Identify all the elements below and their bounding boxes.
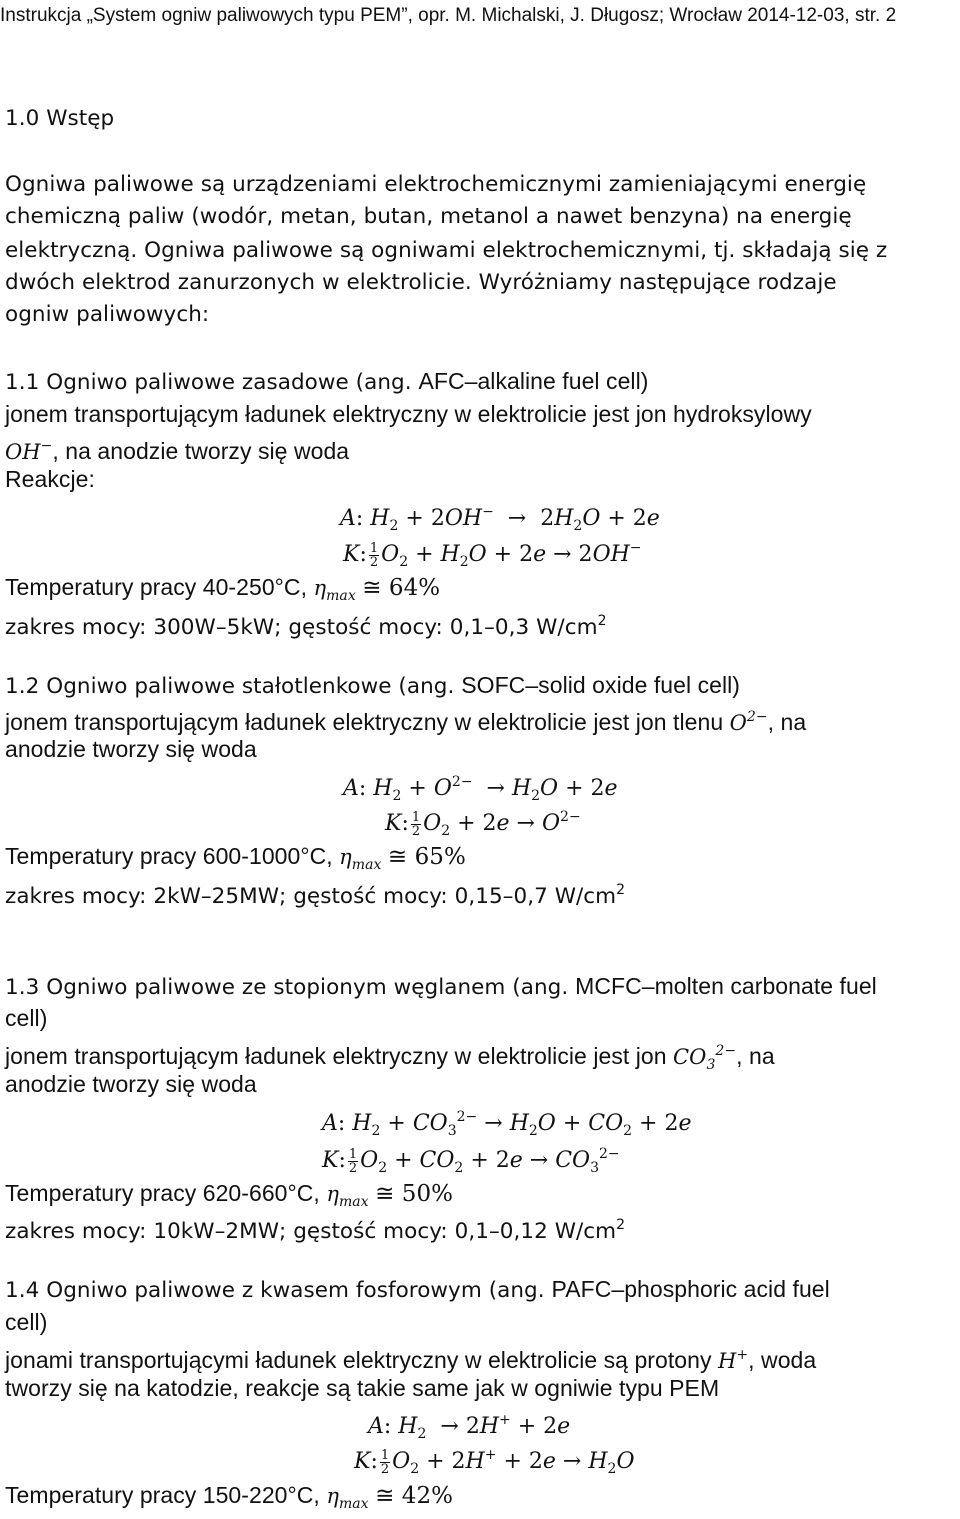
pafc-desc-tail: , woda: [748, 1347, 817, 1373]
page-header: Instrukcja „System ogniw paliwowych typu PEM”, opr. M. Michalski, J. Długosz; Wrocław 2014-12-03, str. 2: [0, 5, 897, 26]
eta-symbol: $\eta_{max}$: [313, 576, 356, 604]
pafc-heading-a: 1.4 Ogniwo paliwowe z kwasem fosforowym (ang.: [5, 1278, 545, 1303]
section-title: 1.0 Wstęp: [5, 106, 115, 131]
afc-desc-tail: , na anodzie tworzy się woda: [52, 438, 350, 464]
mcfc-heading-b: MCFC–molten carbonate fuel: [575, 973, 877, 999]
pafc-desc-line: tworzy się na katodzie, reakcje są takie same jak w ogniwie typu PEM: [5, 1375, 720, 1401]
afc-desc-line: jonem transportującym ładunek elektryczny w elektrolicie jest jon hydroksylowy: [5, 401, 812, 427]
eta-symbol: $\eta_{max}$: [326, 1182, 369, 1210]
hydroxide-formula: OH−: [5, 438, 53, 464]
mcfc-desc-line: anodzie tworzy się woda: [5, 1071, 257, 1097]
afc-heading-b: AFC–alkaline fuel cell): [418, 368, 649, 394]
mcfc-heading-a: 1.3 Ogniwo paliwowe ze stopionym węglanem (ang.: [5, 975, 569, 1000]
pafc-cathode-equation: K: $\frac{1}{2}$ $O_2 + 2H^+ + 2e \to H_2O$: [354, 1447, 635, 1477]
sofc-power-text: zakres mocy: 2kW–25MW; gęstość mocy: 0,15–0,7 W/cm: [5, 884, 617, 909]
carbonate-formula: $CO_3^{2-}$: [673, 1043, 737, 1073]
intro-line: elektryczną. Ogniwa paliwowe są ogniwami elektrochemicznymi, tj. składają się z: [5, 238, 888, 263]
mcfc-desc-text: jonem transportującym ładunek elektryczny w elektrolicie jest jon: [5, 1043, 667, 1069]
afc-reactions-label: Reakcje:: [5, 466, 95, 492]
sofc-desc-tail: , na: [767, 709, 807, 735]
sofc-desc-text: jonem transportującym ładunek elektryczny w elektrolicie jest jon tlenu: [5, 709, 724, 735]
oxide-ion-formula: $O^{2-}$: [729, 709, 768, 735]
intro-line: ogniw paliwowych:: [5, 302, 210, 327]
sofc-desc-line: [5, 702, 806, 738]
sofc-temp-text: Temperatury pracy 600-1000°C,: [5, 843, 333, 869]
afc-heading: [5, 366, 648, 398]
pafc-heading-cont: cell): [5, 1309, 48, 1335]
mcfc-efficiency: 50%: [401, 1181, 454, 1207]
afc-cathode-equation: K: $\frac{1}{2}$ $O_2 + H_2O + 2e \to 2OH^-$: [343, 540, 642, 570]
sofc-heading-b: SOFC–solid oxide fuel cell): [461, 672, 740, 698]
pafc-temp-text: Temperatury pracy 150-220°C,: [5, 1482, 320, 1508]
mcfc-temp-text: Temperatury pracy 620-660°C,: [5, 1180, 320, 1206]
intro-line: Ogniwa paliwowe są urządzeniami elektrochemicznymi zamieniającymi energię: [5, 172, 867, 197]
intro-line: chemiczną paliw (wodór, metan, butan, metanol a nawet benzyna) na energię: [5, 204, 852, 229]
pafc-heading-b: PAFC–phosphoric acid fuel: [551, 1276, 830, 1302]
afc-efficiency: 64%: [388, 575, 441, 601]
mcfc-power-text: zakres mocy: 10kW–2MW; gęstość mocy: 0,1–0,12 W/cm: [5, 1219, 617, 1244]
eta-symbol: $\eta_{max}$: [339, 845, 382, 873]
sofc-power: [5, 875, 625, 912]
afc-heading-a: 1.1 Ogniwo paliwowe zasadowe (ang.: [5, 370, 412, 395]
mcfc-power: [5, 1210, 625, 1247]
pafc-desc-line: [5, 1340, 816, 1376]
mcfc-power-sup: 2: [616, 1217, 626, 1233]
afc-desc-line: [5, 431, 349, 467]
sofc-heading-a: 1.2 Ogniwo paliwowe stałotlenkowe (ang.: [5, 674, 455, 699]
sofc-heading: [5, 670, 740, 702]
pafc-heading: [5, 1274, 830, 1306]
mcfc-cathode-equation: K: $\frac{1}{2}$ $O_2 + CO_2 + 2e \to CO_3^{2-}$: [322, 1146, 620, 1176]
proton-formula: H+: [718, 1347, 749, 1373]
pafc-desc-text: jonami transportującymi ładunek elektryczny w elektrolicie są protony: [5, 1347, 712, 1373]
pafc-anode-equation: A: $H_2 \to 2H^+ + 2e$: [368, 1412, 571, 1442]
pafc-efficiency: 42%: [401, 1483, 454, 1509]
mcfc-heading: [5, 971, 877, 1003]
afc-power-sup: 2: [597, 613, 607, 629]
sofc-cathode-equation: K: $\frac{1}{2}$ $O_2 + 2e \to O^{2-}$: [385, 809, 581, 839]
sofc-efficiency: 65%: [414, 844, 466, 870]
intro-line: dwóch elektrod zanurzonych w elektrolicie. Wyróżniamy następujące rodzaje: [5, 270, 837, 295]
mcfc-anode-equation: A: $H_2 + CO_3^{2-} \to H_2O + CO_2 + 2e$: [322, 1109, 692, 1139]
mcfc-temperature: Temperatury pracy 620-660°C, $\eta_{max}$ ≅ 50%: [5, 1180, 454, 1210]
eta-symbol: $\eta_{max}$: [326, 1484, 369, 1512]
afc-temperature: Temperatury pracy 40-250°C, $\eta_{max}$ ≅ 64%: [5, 574, 441, 604]
afc-power: [5, 606, 607, 643]
sofc-anode-equation: A: $H_2 + O^{2-} \to H_2O + 2e$: [343, 774, 618, 804]
afc-power-text: zakres mocy: 300W–5kW; gęstość mocy: 0,1–0,3 W/cm: [5, 615, 598, 640]
sofc-desc-line: anodzie tworzy się woda: [5, 736, 257, 762]
sofc-temperature: Temperatury pracy 600-1000°C, $\eta_{max}$ ≅ 65%: [5, 843, 466, 873]
mcfc-desc-tail: , na: [736, 1043, 775, 1069]
sofc-power-sup: 2: [616, 882, 626, 898]
afc-temp-text: Temperatury pracy 40-250°C,: [5, 574, 308, 600]
pafc-temperature: Temperatury pracy 150-220°C, $\eta_{max}$ ≅ 42%: [5, 1482, 454, 1512]
afc-anode-equation: A: $H_2 + 2OH^- \to 2H_2O + 2e$: [340, 504, 660, 534]
mcfc-heading-cont: cell): [5, 1005, 48, 1031]
